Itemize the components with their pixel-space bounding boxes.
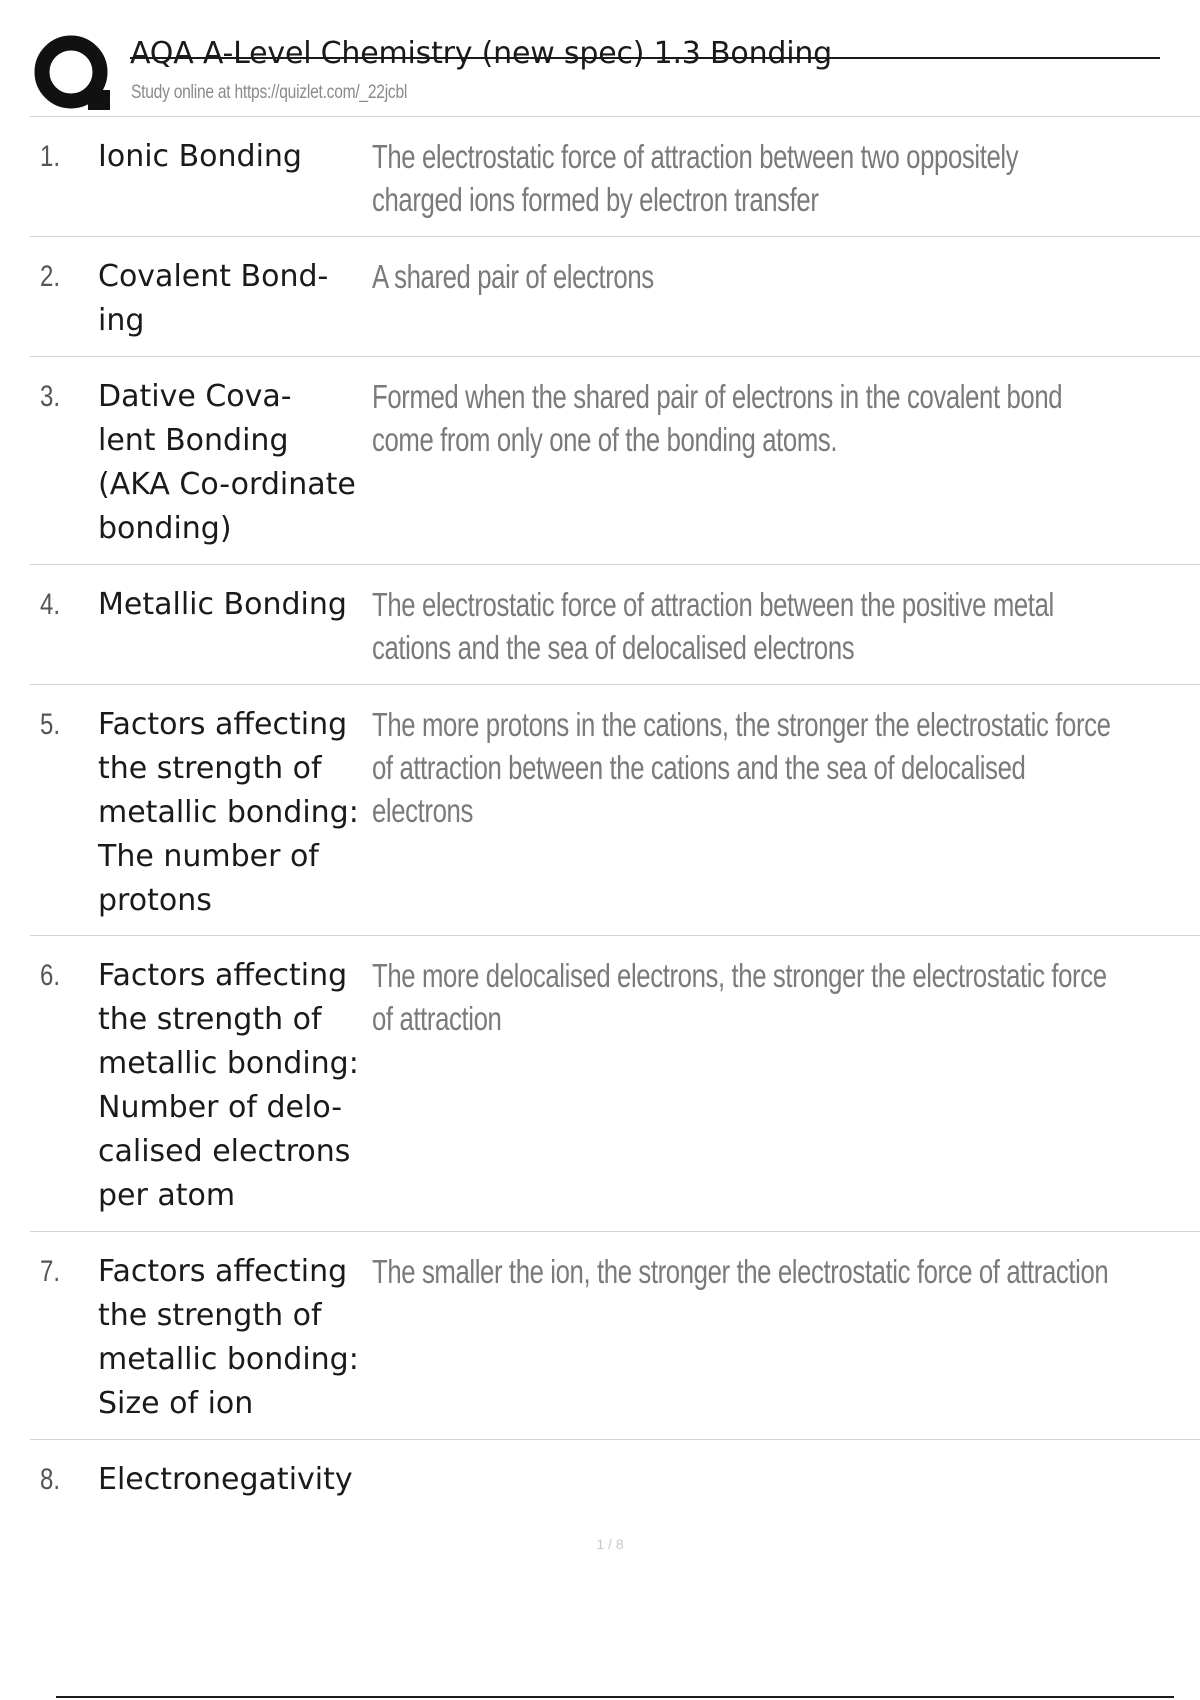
study-online-link[interactable]: Study online at https://quizlet.com/_22jcbl: [131, 82, 408, 103]
card-term: Factors affecting the strength of metallic bonding: Number of delo- calised electrons per atom: [98, 958, 359, 1213]
card-term: Dative Cova- lent Bonding (AKA Co-ordinate bonding): [98, 379, 356, 546]
card-number: 1.: [40, 140, 61, 173]
card-definition: The more protons in the cations, the stronger the electrostatic force of attraction between the cations and the sea of delocalised electrons: [372, 706, 1111, 829]
card-term: Electronegativity: [98, 1462, 353, 1497]
document-title: AQA A-Level Chemistry (new spec) 1.3 Bonding: [130, 36, 833, 71]
flashcard-list: [30, 117, 1200, 1540]
flashcard-row: [30, 685, 1200, 936]
card-definition: The smaller the ion, the stronger the electrostatic force of attraction: [372, 1253, 1109, 1290]
card-term: Covalent Bond- ing: [98, 259, 329, 338]
card-number: 8.: [40, 1463, 61, 1496]
card-number: 3.: [40, 380, 61, 413]
card-definition: The electrostatic force of attraction between the positive metal cations and the sea of delocalised electrons: [372, 586, 1054, 666]
flashcard-row: [30, 936, 1200, 1232]
card-number: 4.: [40, 588, 61, 621]
flashcard-row: [30, 1232, 1200, 1440]
card-term: Factors affecting the strength of metallic bonding: Size of ion: [98, 1254, 359, 1421]
page-number: 1 / 8: [596, 1536, 624, 1552]
card-term: Factors affecting the strength of metallic bonding: The number of protons: [98, 707, 359, 918]
document-header: [30, 30, 1190, 120]
card-number: 6.: [40, 959, 61, 992]
card-definition: The more delocalised electrons, the stronger the electrostatic force of attraction: [372, 957, 1107, 1037]
quizlet-logo-icon: [33, 34, 113, 114]
card-number: 7.: [40, 1255, 61, 1288]
footer-divider: [56, 1696, 1174, 1698]
card-definition: Formed when the shared pair of electrons in the covalent bond come from only one of the bonding atoms.: [372, 378, 1063, 458]
flashcard-row: [30, 117, 1200, 237]
flashcard-row: [30, 565, 1200, 685]
card-number: 5.: [40, 708, 61, 741]
card-definition: The electrostatic force of attraction between two oppositely charged ions formed by electron transfer: [372, 138, 1019, 218]
flashcard-row: [30, 237, 1200, 357]
card-number: 2.: [40, 260, 61, 293]
flashcard-row: [30, 1440, 1200, 1540]
flashcard-row: [30, 357, 1200, 565]
card-term: Metallic Bonding: [98, 587, 347, 622]
card-definition: A shared pair of electrons: [372, 258, 654, 295]
card-term: Ionic Bonding: [98, 139, 302, 174]
